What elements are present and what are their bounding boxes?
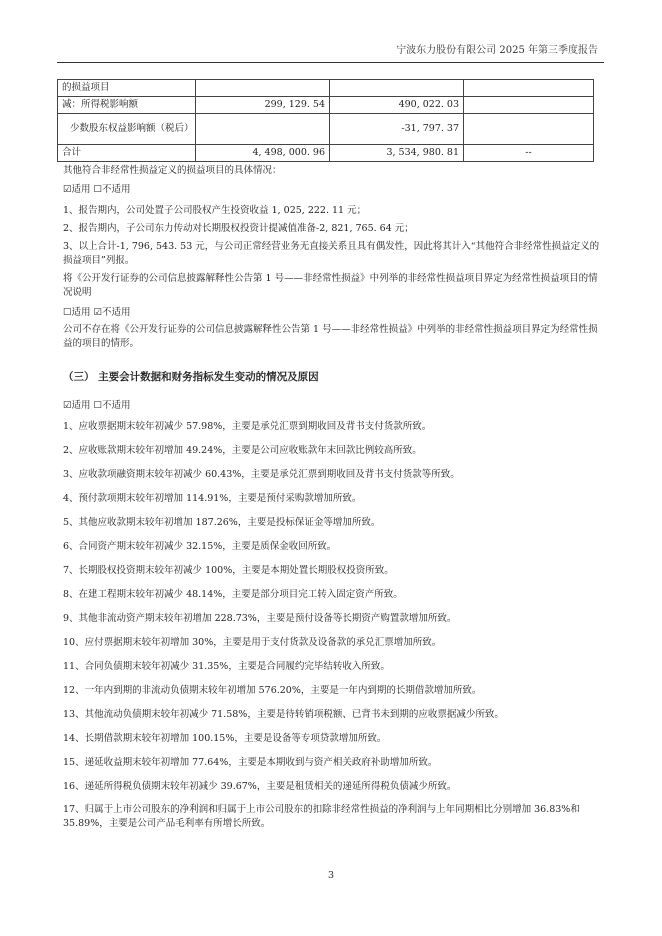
list-item: 1、应收票据期末较年初减少 57.98%，主要是承兑汇票到期收回及背书支付货款所致。 — [63, 421, 432, 432]
year-to-date-value: -31, 797. 37 — [330, 114, 464, 145]
note-item: 3、以上合计-1, 796, 543. 53 元，与公司正常经营业务无直接关系且具有偶发性，因此将其计入“其他符合非经常性损益定义的损益项目”列报。 — [63, 241, 600, 266]
classification-statement: 公司不存在将《公开发行证券的公司信息披露解释性公告第 1 号——非经常性损益》中列举的非经常性损益项目界定为经常性损益的项目的情形。 — [63, 324, 598, 349]
list-item: 16、递延所得税负债期末较年初减少 39.67%，主要是租赁相关的递延所得税负债减少所致。 — [63, 781, 457, 792]
note-value — [464, 114, 594, 145]
classification-intro: 将《公开发行证券的公司信息披露解释性公告第 1 号——非经常性损益》中列举的非经常性损益项目界定为经常性损益项目的情况说明 — [63, 273, 598, 298]
note-item: 1、报告期内，公司处置子公司股权产生投资收益 1, 025, 222. 11 元； — [63, 205, 367, 216]
list-item: 13、其他流动负债期末较年初减少 71.58%，主要是待转销项税额、已背书未到期的应收票据减少所致。 — [63, 709, 504, 720]
current-period-value — [196, 80, 330, 97]
note-value — [464, 80, 594, 97]
non-recurring-items-table — [57, 79, 594, 162]
list-item: 11、合同负债期末较年初减少 31.35%，主要是合同履约完毕结转收入所致。 — [63, 661, 390, 672]
current-period-value: 4, 498, 000. 96 — [196, 145, 330, 162]
table-row — [58, 114, 594, 145]
list-item: 15、递延收益期末较年初增加 77.64%，主要是本期收到与资产相关政府补助增加所致。 — [63, 757, 438, 768]
list-item: 7、长期股权投资期末较年初减少 100%，主要是本期处置长期股权投资所致。 — [63, 565, 394, 576]
row-label: 的损益项目 — [58, 80, 196, 97]
section-heading: （三） 主要会计数据和财务指标发生变动的情况及原因 — [63, 371, 319, 383]
list-item: 6、合同资产期末较年初减少 32.15%，主要是质保金收回所致。 — [63, 541, 337, 552]
row-label: 少数股东权益影响额（税后） — [58, 114, 196, 145]
list-item: 4、预付款项期末较年初增加 114.91%，主要是预付采购款增加所致。 — [63, 493, 362, 504]
list-item: 8、在建工程期末较年初减少 48.14%，主要是部分项目完工转入固定资产所致。 — [63, 589, 403, 600]
other-items-intro: 其他符合非经常性损益定义的损益项目的具体情况： — [63, 165, 282, 176]
table-row — [58, 145, 594, 162]
list-item: 14、长期借款期末较年初增加 100.15%，主要是设备等专项贷款增加所致。 — [63, 733, 387, 744]
row-label: 减：所得税影响额 — [58, 97, 196, 114]
report-header-title: 宁波东力股份有限公司 2025 年第三季度报告 — [396, 45, 598, 56]
list-item: 5、其他应收款期末较年初增加 187.26%，主要是投标保证金等增加所致。 — [63, 517, 381, 528]
year-to-date-value: 490, 022. 03 — [330, 97, 464, 114]
table-row — [58, 97, 594, 114]
note-item: 2、报告期内，子公司东力传动对长期股权投资计提减值准备-2, 821, 765. 64 元； — [63, 223, 414, 234]
page-number: 3 — [327, 870, 335, 881]
current-period-value: 299, 129. 54 — [196, 97, 330, 114]
list-item: 10、应付票据期末较年初增加 30%，主要是用于支付货款及设备款的承兑汇票增加所致。 — [63, 637, 442, 648]
list-item: 9、其他非流动资产期末较年初增加 228.73%，主要是预付设备等长期资产购置款增加所致。 — [63, 613, 457, 624]
list-item: 2、应收账款期末较年初增加 49.24%，主要是公司应收账款年末回款比例较高所致。 — [63, 445, 422, 456]
header-divider — [57, 62, 604, 63]
applicability-checkbox: ☑适用 ☐不适用 — [63, 184, 131, 195]
note-value — [464, 97, 594, 114]
current-period-value — [196, 114, 330, 145]
note-value: -- — [464, 145, 594, 162]
applicability-checkbox: ☐适用 ☑不适用 — [63, 307, 131, 318]
list-item: 12、一年内到期的非流动负债期末较年初增加 576.20%，主要是一年内到期的长期借款增加所致。 — [63, 685, 482, 696]
list-item: 3、应收款项融资期末较年初减少 60.43%，主要是承兑汇票到期收回及背书支付货款等所致。 — [63, 469, 460, 480]
row-label: 合计 — [58, 145, 196, 162]
year-to-date-value — [330, 80, 464, 97]
applicability-checkbox: ☑适用 ☐不适用 — [63, 400, 131, 411]
table-row — [58, 80, 594, 97]
list-item: 17、归属于上市公司股东的净利润和归属于上市公司股东的扣除非经常性损益的净利润与上年同期相比分别增加 36.83%和 35.89%，主要是公司产品毛利率有所增长所致。 — [63, 804, 580, 829]
year-to-date-value: 3, 534, 980. 81 — [330, 145, 464, 162]
